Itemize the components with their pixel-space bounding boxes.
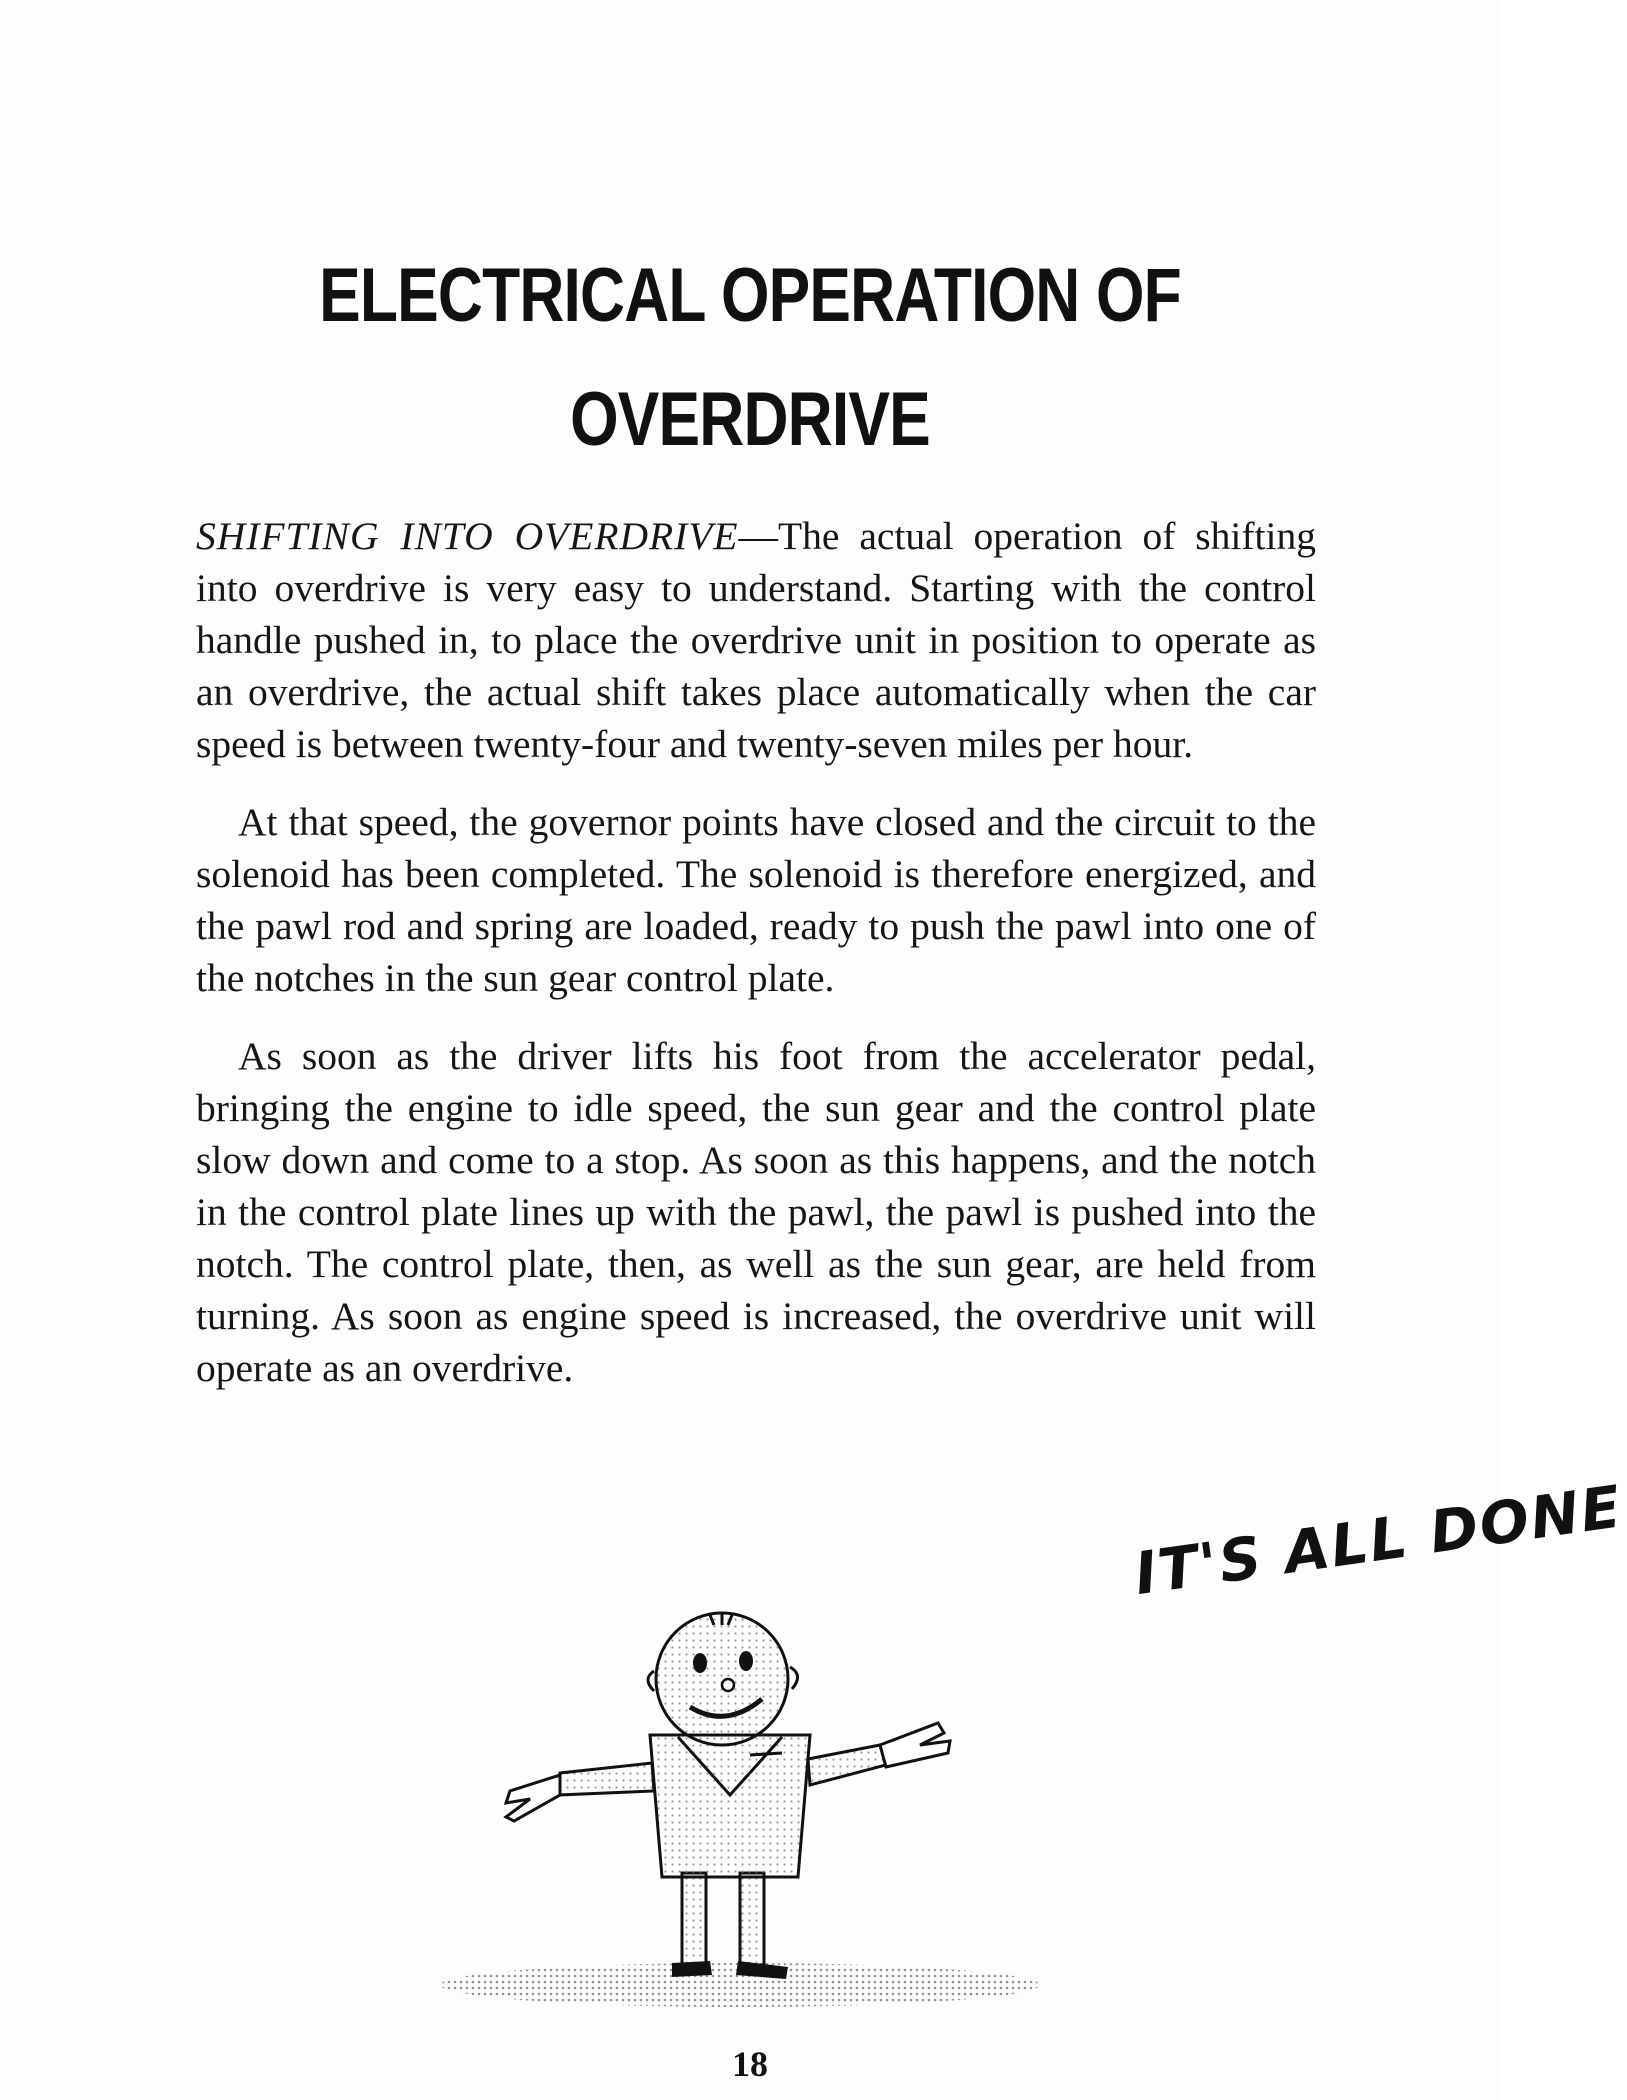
left-ear bbox=[648, 1671, 654, 1691]
right-eye bbox=[739, 1651, 753, 1671]
right-hand bbox=[880, 1723, 950, 1767]
left-leg bbox=[682, 1873, 706, 1965]
page-title-line-1: ELECTRICAL OPERATION OF bbox=[319, 253, 1181, 338]
mascot-illustration bbox=[410, 1595, 1090, 2015]
page-number: 18 bbox=[732, 2044, 768, 2084]
page-title-line-2: OVERDRIVE bbox=[570, 377, 930, 462]
left-hand bbox=[506, 1775, 560, 1821]
paragraph-governor: At that speed, the governor points have closed and the circuit to the solenoid has been completed. The solenoid is therefore energized, and the pawl rod and spring are loaded, ready to push the pawl into one of the notches in the sun gear control plate. bbox=[196, 800, 1316, 1000]
left-eye bbox=[693, 1653, 707, 1673]
left-arm bbox=[558, 1763, 654, 1795]
pocket-mark bbox=[750, 1753, 782, 1755]
body-text bbox=[196, 510, 1316, 1420]
its-all-done-callout: IT'S ALL DONE bbox=[1130, 1472, 1627, 1608]
head bbox=[656, 1613, 788, 1745]
paragraph-text: —The actual operation of shifting into overdrive is very easy to understand. Starting with the control handle pushed in, to place the overdrive unit in position to operate as an overdrive, the actual shift takes place automatically when the car speed is between twenty-four and twenty-seven miles per hour. bbox=[196, 514, 1316, 766]
right-leg bbox=[740, 1873, 764, 1965]
paragraph-shifting bbox=[196, 510, 1316, 770]
torso bbox=[650, 1735, 810, 1877]
right-arm bbox=[808, 1745, 886, 1785]
left-shoe bbox=[672, 1961, 712, 1977]
paragraph-accelerator: As soon as the driver lifts his foot from the accelerator pedal, bringing the engine to idle speed, the sun gear and the control plate slow down and come to a stop. As soon as this happens, and the notch in the control plate lines up with the pawl, the pawl is pushed into the notch. The control plate, then, as well as the sun gear, are held from turning. As soon as engine speed is increased, the overdrive unit will operate as an overdrive. bbox=[196, 1034, 1316, 1390]
paragraph-lead-heading: SHIFTING INTO OVERDRIVE bbox=[196, 514, 739, 558]
nose bbox=[722, 1679, 734, 1691]
right-ear bbox=[790, 1667, 798, 1689]
